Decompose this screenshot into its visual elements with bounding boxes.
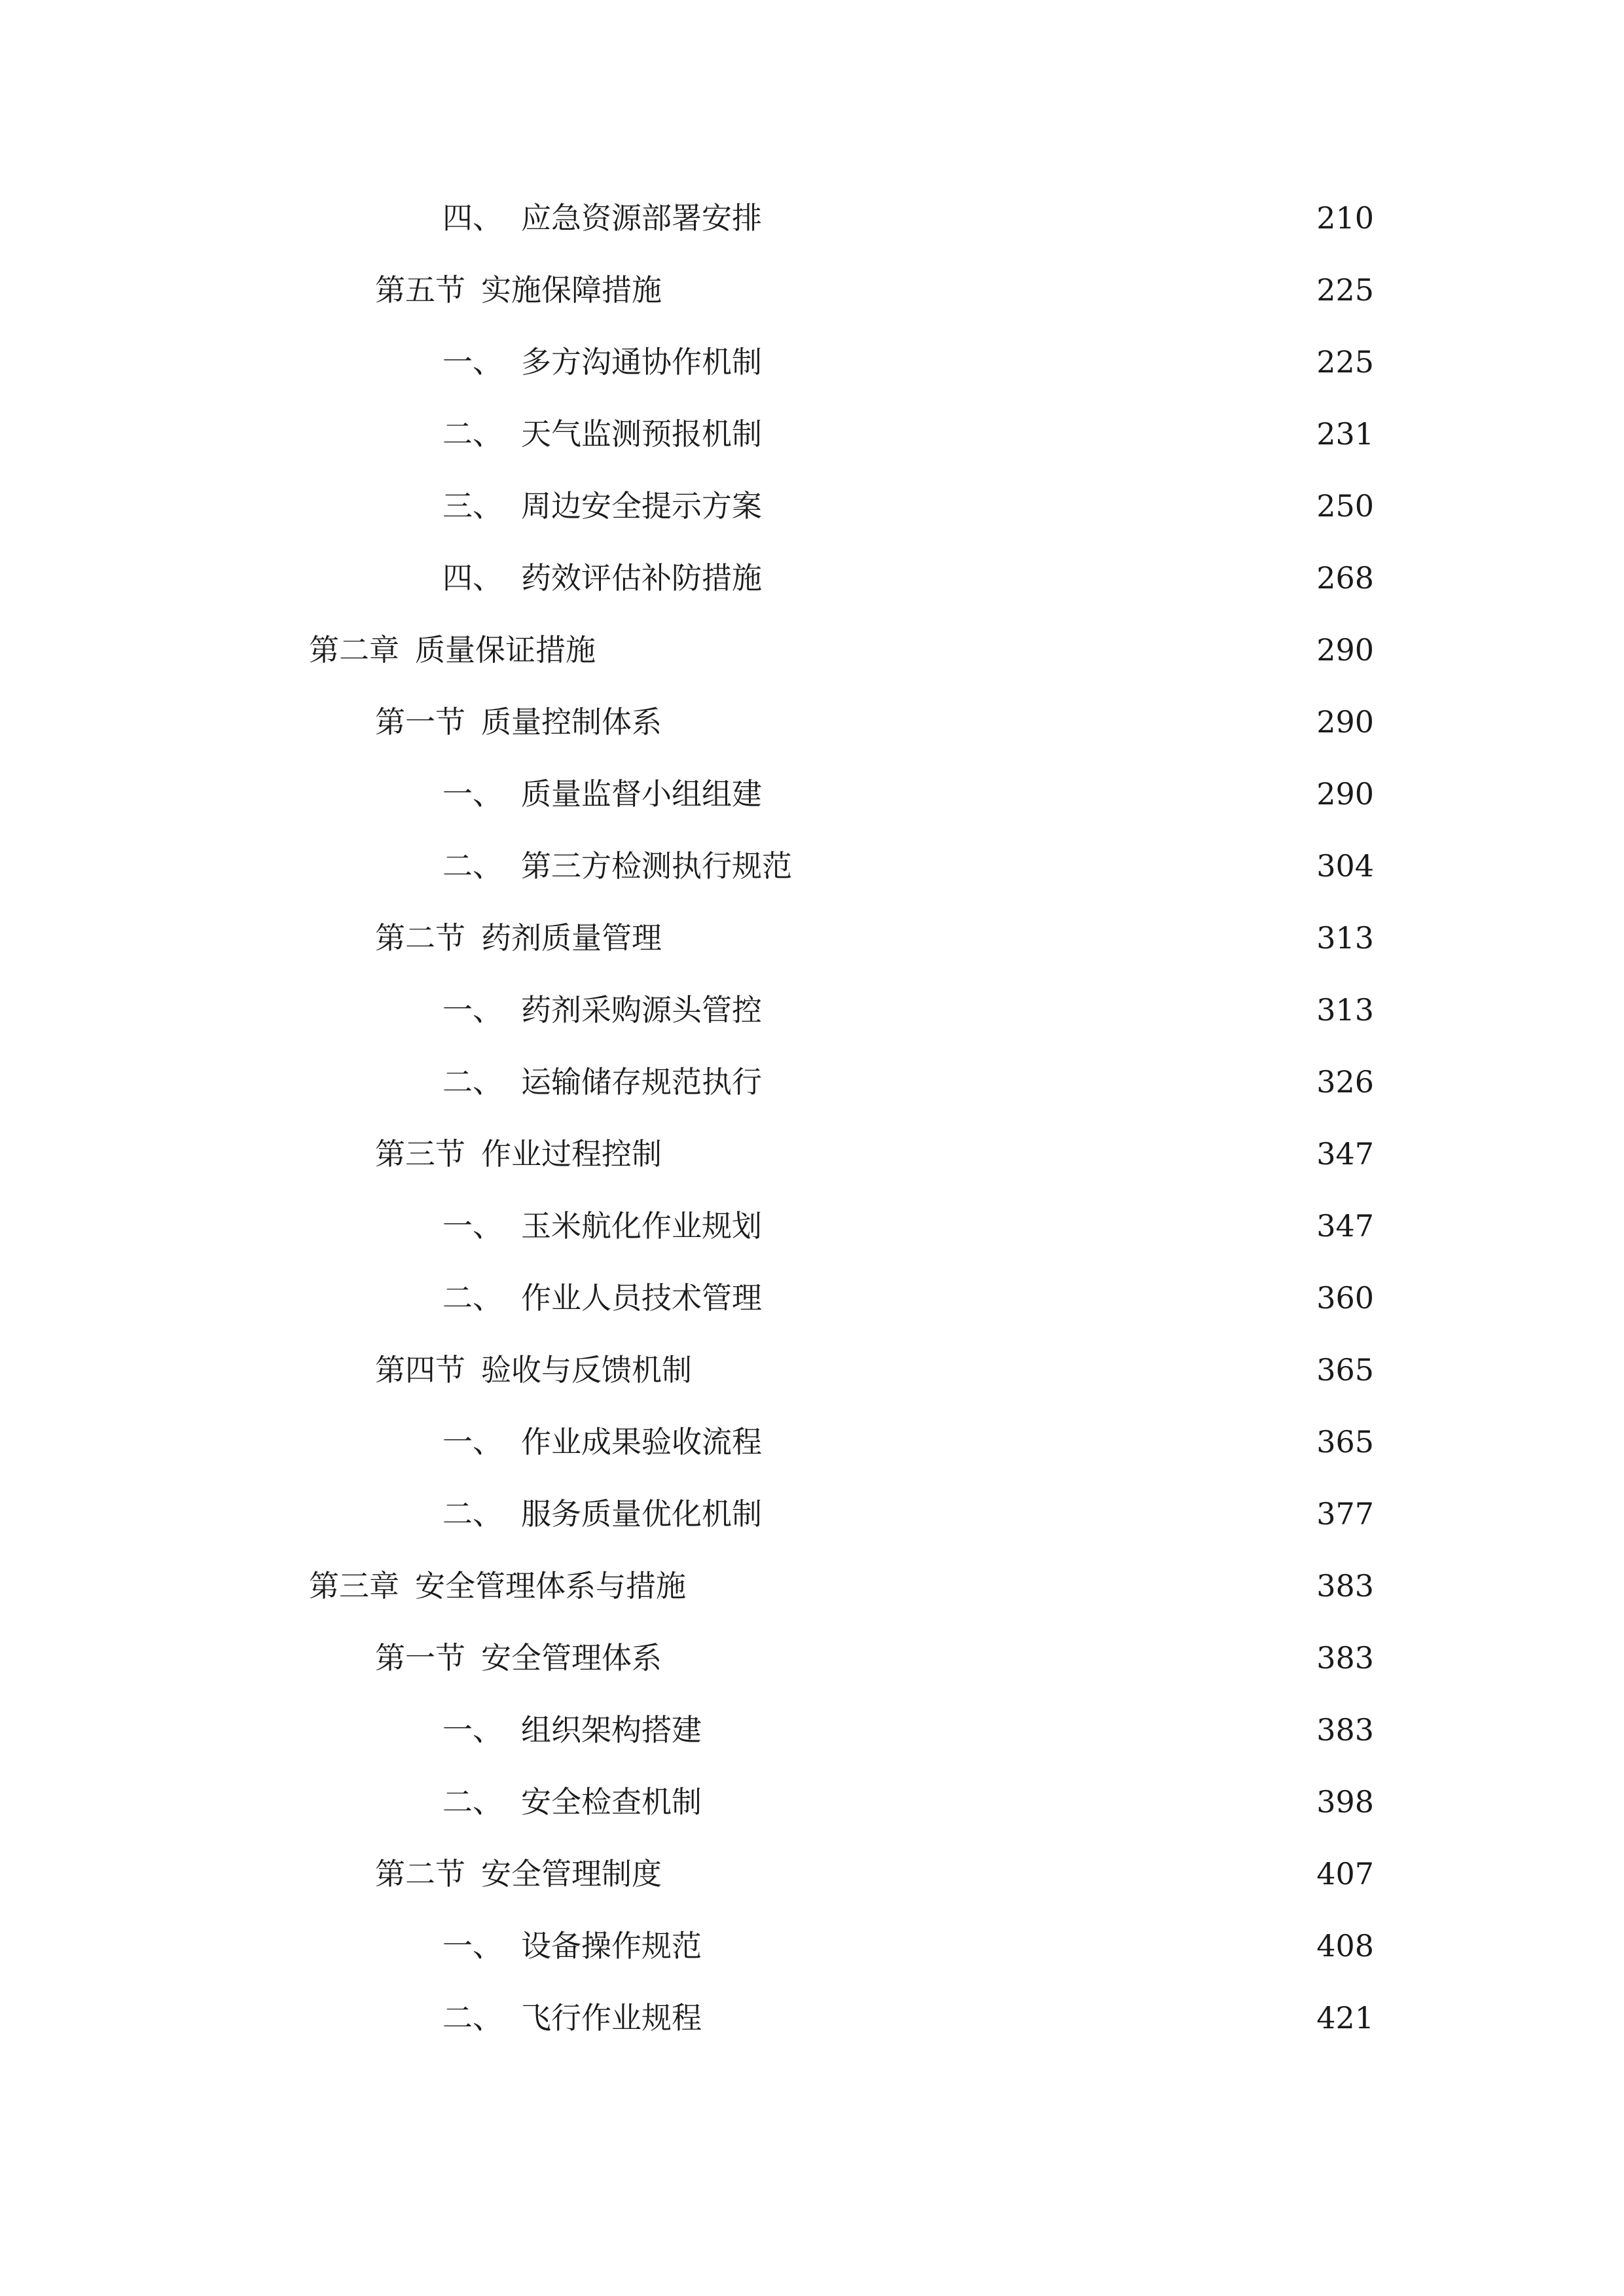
toc-entry-title: 作业人员技术管理 [521,1280,762,1316]
dot-leader [770,563,1305,593]
toc-entry-page: 383 [1316,1640,1374,1676]
toc-entry[interactable] [442,1052,1374,1111]
toc-entry-title: 实施保障措施 [481,272,662,308]
toc-entry-page: 313 [1316,920,1374,956]
toc-entry-number: 第一节 [375,1640,465,1676]
toc-entry-title: 安全管理体系 [481,1640,662,1676]
toc-entry-page: 290 [1316,632,1374,668]
dot-leader [670,707,1305,737]
toc-entry[interactable] [375,1628,1374,1687]
dot-leader [770,995,1305,1025]
toc-entry-title: 安全检查机制 [521,1784,702,1820]
toc-entry-page: 407 [1316,1856,1374,1892]
toc-entry-number: 第五节 [375,272,465,308]
toc-entry-number: 二、 [442,1496,503,1532]
toc-entry-title: 药剂采购源头管控 [521,992,762,1028]
dot-leader [770,1499,1305,1529]
dot-leader [770,1211,1305,1241]
toc-entry-page: 347 [1316,1136,1374,1172]
toc-entry-page: 383 [1316,1568,1374,1604]
toc-entry-number: 四、 [442,200,503,236]
toc-entry-number: 第二节 [375,1856,465,1892]
toc-entry-page: 231 [1316,416,1374,452]
toc-entry-title: 设备操作规范 [521,1928,702,1964]
toc-entry-page: 408 [1316,1928,1374,1964]
toc-entry[interactable] [442,1268,1374,1327]
toc-entry-page: 250 [1316,488,1374,524]
toc-entry-number: 一、 [442,1712,503,1748]
toc-entry-number: 二、 [442,1784,503,1820]
dot-leader [700,1355,1305,1385]
toc-entry-number: 第三章 [309,1568,399,1604]
dot-leader [670,1139,1305,1169]
dot-leader [670,275,1305,305]
dot-leader [670,1643,1305,1673]
dot-leader [694,1571,1305,1601]
toc-entry-number: 一、 [442,344,503,380]
dot-leader [710,1787,1305,1817]
toc-entry[interactable] [442,332,1374,391]
toc-entry-page: 304 [1316,848,1374,884]
toc-entry-title: 应急资源部署安排 [521,200,762,236]
toc-entry-page: 290 [1316,776,1374,812]
toc-entry-title: 飞行作业规程 [521,2000,702,2036]
toc-entry-number: 一、 [442,992,503,1028]
toc-entry[interactable] [442,1700,1374,1759]
dot-leader [770,419,1305,449]
toc-entry[interactable] [442,764,1374,823]
toc-entry-number: 一、 [442,1928,503,1964]
toc-entry-title: 天气监测预报机制 [521,416,762,452]
dot-leader [770,1067,1305,1097]
toc-entry[interactable] [442,476,1374,535]
toc-entry-number: 四、 [442,560,503,596]
toc-entry[interactable] [442,404,1374,463]
toc-entry[interactable] [442,1484,1374,1543]
toc-entry-number: 第三节 [375,1136,465,1172]
toc-entry-page: 210 [1316,200,1374,236]
toc-entry-title: 周边安全提示方案 [521,488,762,524]
toc-entry-title: 第三方检测执行规范 [521,848,792,884]
dot-leader [770,1283,1305,1313]
toc-entry-page: 290 [1316,704,1374,740]
dot-leader [710,1931,1305,1961]
toc-entry-title: 安全管理制度 [481,1856,662,1892]
toc-entry-page: 225 [1316,344,1374,380]
toc-entry-title: 质量保证措施 [415,632,596,668]
toc-entry-page: 365 [1316,1352,1374,1388]
toc-entry-number: 第四节 [375,1352,465,1388]
toc-entry-number: 一、 [442,1424,503,1460]
toc-entry-title: 安全管理体系与措施 [415,1568,686,1604]
toc-entry-title: 药效评估补防措施 [521,560,762,596]
toc-entry-title: 运输储存规范执行 [521,1064,762,1100]
dot-leader [770,779,1305,809]
dot-leader [770,347,1305,377]
dot-leader [770,203,1305,233]
dot-leader [670,1859,1305,1889]
toc-entry-number: 一、 [442,1208,503,1244]
dot-leader [604,635,1305,665]
toc-entry[interactable] [375,908,1374,967]
toc-entry[interactable] [375,1124,1374,1183]
toc-entry-page: 326 [1316,1064,1374,1100]
toc-entry[interactable] [375,1844,1374,1903]
toc-entry[interactable] [442,1988,1374,2047]
toc-entry-number: 二、 [442,2000,503,2036]
toc-entry-title: 药剂质量管理 [481,920,662,956]
toc-entry[interactable] [442,188,1374,247]
toc-entry[interactable] [442,548,1374,607]
toc-entry-number: 第二节 [375,920,465,956]
toc-entry-page: 365 [1316,1424,1374,1460]
toc-entry-number: 第二章 [309,632,399,668]
toc-entry[interactable] [442,1196,1374,1255]
toc-entry-page: 377 [1316,1496,1374,1532]
dot-leader [710,1715,1305,1745]
toc-entry[interactable] [375,692,1374,751]
toc-entry-page: 347 [1316,1208,1374,1244]
toc-entry-page: 225 [1316,272,1374,308]
toc-entry[interactable] [442,980,1374,1039]
toc-entry-number: 三、 [442,488,503,524]
toc-entry-title: 多方沟通协作机制 [521,344,762,380]
toc-entry[interactable] [442,1412,1374,1471]
dot-leader [670,923,1305,953]
toc-entry-title: 作业成果验收流程 [521,1424,762,1460]
toc-entry-title: 作业过程控制 [481,1136,662,1172]
toc-entry-title: 服务质量优化机制 [521,1496,762,1532]
toc-entry-page: 421 [1316,2000,1374,2036]
toc-entry-page: 313 [1316,992,1374,1028]
toc-entry[interactable] [442,1772,1374,1831]
toc-entry-page: 268 [1316,560,1374,596]
dot-leader [770,1427,1305,1457]
toc-entry-number: 二、 [442,1064,503,1100]
dot-leader [800,851,1305,881]
toc-entry[interactable] [309,1556,1374,1615]
toc-entry[interactable] [309,620,1374,679]
dot-leader [710,2003,1305,2033]
dot-leader [770,491,1305,521]
toc-entry-page: 398 [1316,1784,1374,1820]
toc-entry[interactable] [442,836,1374,895]
toc-entry[interactable] [375,1340,1374,1399]
toc-entry[interactable] [375,260,1374,319]
toc-entry-title: 组织架构搭建 [521,1712,702,1748]
toc-entry-number: 二、 [442,848,503,884]
toc-entry-title: 质量监督小组组建 [521,776,762,812]
toc-entry-title: 验收与反馈机制 [481,1352,692,1388]
toc-entry-page: 383 [1316,1712,1374,1748]
toc-entry-number: 第一节 [375,704,465,740]
toc-entry-title: 质量控制体系 [481,704,662,740]
toc-entry-page: 360 [1316,1280,1374,1316]
toc-entry-title: 玉米航化作业规划 [521,1208,762,1244]
toc-entry-number: 二、 [442,416,503,452]
toc-entry[interactable] [442,1916,1374,1975]
toc-entry-number: 二、 [442,1280,503,1316]
toc-entry-number: 一、 [442,776,503,812]
